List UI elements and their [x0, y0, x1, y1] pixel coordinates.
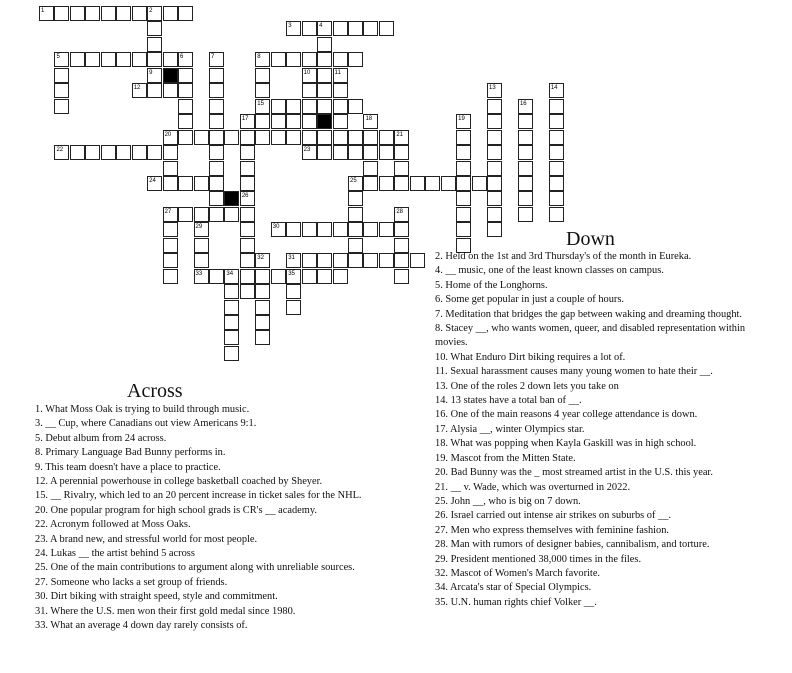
- down-clue: 14. 13 states have a total ban of __.: [435, 395, 582, 407]
- grid-cell[interactable]: [101, 145, 116, 160]
- grid-cell[interactable]: [363, 222, 378, 237]
- grid-cell[interactable]: [54, 83, 69, 98]
- black-square: [163, 68, 178, 83]
- grid-cell[interactable]: [379, 222, 394, 237]
- grid-cell[interactable]: [333, 253, 348, 268]
- down-clue: 29. President mentioned 38,000 times in the files.: [435, 553, 642, 565]
- grid-cell[interactable]: [163, 145, 178, 160]
- clue-number: 2: [149, 8, 153, 14]
- grid-cell[interactable]: [286, 222, 301, 237]
- grid-cell[interactable]: [317, 253, 332, 268]
- grid-cell[interactable]: [549, 130, 564, 145]
- grid-cell[interactable]: [240, 207, 255, 222]
- down-clue: 26. Israel carried out intense air strikes on suburbs of __.: [435, 510, 672, 522]
- black-square: [224, 191, 239, 206]
- grid-cell[interactable]: [209, 207, 224, 222]
- across-clue: 25. One of the main contributions to argument along with unreliable sources.: [35, 562, 355, 574]
- grid-cell[interactable]: [518, 176, 533, 191]
- down-clue: 5. Home of the Longhorns.: [435, 279, 548, 291]
- grid-cell[interactable]: [209, 114, 224, 129]
- grid-cell[interactable]: [271, 114, 286, 129]
- grid-cell[interactable]: [209, 145, 224, 160]
- grid-cell[interactable]: [224, 284, 239, 299]
- grid-cell[interactable]: [487, 191, 502, 206]
- grid-cell[interactable]: [178, 6, 193, 21]
- grid-cell[interactable]: [163, 176, 178, 191]
- clue-number: 33: [195, 270, 203, 277]
- clue-number: 12: [133, 85, 141, 92]
- grid-cell[interactable]: [487, 222, 502, 237]
- grid-cell[interactable]: [302, 269, 317, 284]
- clue-number: 24: [149, 177, 156, 184]
- grid-cell[interactable]: [255, 330, 270, 345]
- grid-cell[interactable]: [240, 130, 255, 145]
- grid-cell[interactable]: [333, 269, 348, 284]
- grid-cell[interactable]: [163, 52, 178, 67]
- grid-cell[interactable]: [379, 145, 394, 160]
- grid-cell[interactable]: [240, 222, 255, 237]
- down-clue: 35. U.N. human rights chief Volker __.: [435, 596, 597, 608]
- clue-number: 7: [210, 54, 215, 61]
- grid-cell[interactable]: [132, 145, 147, 160]
- grid-cell[interactable]: [487, 207, 502, 222]
- grid-cell[interactable]: [255, 68, 270, 83]
- grid-cell[interactable]: [518, 161, 533, 176]
- grid-cell[interactable]: [70, 6, 85, 21]
- across-heading: Across: [127, 380, 183, 402]
- grid-cell[interactable]: [348, 207, 363, 222]
- grid-cell[interactable]: [163, 253, 178, 268]
- grid-cell[interactable]: [132, 6, 147, 21]
- grid-cell[interactable]: [317, 222, 332, 237]
- grid-cell[interactable]: [518, 130, 533, 145]
- grid-cell[interactable]: [286, 130, 301, 145]
- clue-number: 3: [288, 23, 292, 30]
- grid-cell[interactable]: [302, 83, 317, 98]
- grid-cell[interactable]: [209, 191, 224, 206]
- grid-cell[interactable]: [240, 161, 255, 176]
- grid-cell[interactable]: [163, 269, 178, 284]
- down-clue: 32. Mascot of Women's March favorite.: [435, 567, 601, 579]
- grid-cell[interactable]: [209, 130, 224, 145]
- grid-cell[interactable]: [302, 253, 317, 268]
- grid-cell[interactable]: [363, 161, 378, 176]
- grid-cell[interactable]: [379, 130, 394, 145]
- across-clue: 31. Where the U.S. men won their first gold medal since 1980.: [35, 605, 296, 617]
- clue-number: 34: [226, 270, 234, 277]
- down-clue: 11. Sexual harassment causes many young women to hate their __.: [435, 366, 713, 378]
- grid-cell[interactable]: [240, 238, 255, 253]
- grid-cell[interactable]: [317, 145, 332, 160]
- grid-cell[interactable]: [194, 207, 209, 222]
- grid-cell[interactable]: [518, 207, 533, 222]
- grid-cell[interactable]: [286, 284, 301, 299]
- grid-cell[interactable]: [348, 253, 363, 268]
- down-clue: 16. One of the main reasons 4 year college attendance is down.: [435, 409, 698, 421]
- grid-cell[interactable]: [116, 145, 131, 160]
- grid-cell[interactable]: [487, 176, 502, 191]
- grid-cell[interactable]: [54, 68, 69, 83]
- grid-cell[interactable]: [456, 207, 471, 222]
- grid-cell[interactable]: [487, 145, 502, 160]
- clue-number: 8: [257, 54, 261, 61]
- clue-number: 15: [257, 100, 264, 107]
- down-clue: 28. Man with rumors of designer babies, cannibalism, and torture.: [435, 539, 710, 551]
- grid-cell[interactable]: [240, 284, 255, 299]
- grid-cell[interactable]: [363, 21, 378, 36]
- grid-cell[interactable]: [178, 114, 193, 129]
- grid-cell[interactable]: [333, 83, 348, 98]
- clue-number: 14: [550, 85, 558, 92]
- across-clue: 30. Dirt biking with straight speed, style and commitment.: [35, 591, 278, 603]
- grid-cell[interactable]: [348, 130, 363, 145]
- grid-cell[interactable]: [518, 145, 533, 160]
- across-clue: 1. What Moss Oak is trying to build through music.: [35, 404, 250, 415]
- grid-cell[interactable]: [255, 284, 270, 299]
- across-clue: 5. Debut album from 24 across.: [35, 432, 167, 444]
- clue-number: 9: [149, 69, 153, 76]
- grid-cell[interactable]: [487, 161, 502, 176]
- grid-cell[interactable]: [456, 130, 471, 145]
- grid-cell[interactable]: [333, 21, 348, 36]
- grid-cell[interactable]: [85, 145, 100, 160]
- down-heading: Down: [566, 228, 615, 250]
- grid-cell[interactable]: [549, 145, 564, 160]
- grid-cell[interactable]: [518, 114, 533, 129]
- grid-cell[interactable]: [224, 207, 239, 222]
- down-clue-list: [435, 250, 775, 610]
- clue-number: 28: [396, 208, 404, 215]
- grid-cell[interactable]: [101, 52, 116, 67]
- clue-number: 22: [56, 147, 64, 154]
- grid-cell[interactable]: [394, 222, 409, 237]
- grid-cell[interactable]: [116, 6, 131, 21]
- grid-cell[interactable]: [302, 21, 317, 36]
- down-clue: 4. __ music, one of the least known classes on campus.: [435, 265, 664, 277]
- clue-number: 29: [195, 224, 203, 231]
- grid-cell[interactable]: [549, 161, 564, 176]
- grid-cell[interactable]: [302, 130, 317, 145]
- across-clue: 8. Primary Language Bad Bunny performs in.: [35, 447, 226, 459]
- grid-cell[interactable]: [348, 99, 363, 114]
- grid-cell[interactable]: [178, 99, 193, 114]
- grid-cell[interactable]: [333, 222, 348, 237]
- grid-cell[interactable]: [549, 191, 564, 206]
- grid-cell[interactable]: [487, 99, 502, 114]
- down-clue: 6. Some get popular in just a couple of hours.: [435, 294, 625, 306]
- grid-cell[interactable]: [302, 52, 317, 67]
- grid-cell[interactable]: [271, 99, 286, 114]
- grid-cell[interactable]: [116, 52, 131, 67]
- grid-cell[interactable]: [224, 300, 239, 315]
- grid-cell[interactable]: [224, 330, 239, 345]
- grid-cell[interactable]: [163, 83, 178, 98]
- grid-cell[interactable]: [317, 130, 332, 145]
- across-clue-list: [35, 403, 435, 634]
- grid-cell[interactable]: [54, 6, 69, 21]
- grid-cell[interactable]: [394, 176, 409, 191]
- clue-number: 25: [350, 177, 357, 184]
- grid-cell[interactable]: [209, 161, 224, 176]
- clue-number: 11: [334, 69, 341, 76]
- grid-cell[interactable]: [178, 83, 193, 98]
- grid-cell[interactable]: [194, 253, 209, 268]
- grid-cell[interactable]: [132, 52, 147, 67]
- clue-number: 6: [180, 54, 184, 61]
- grid-cell[interactable]: [163, 222, 178, 237]
- grid-cell[interactable]: [54, 99, 69, 114]
- grid-cell[interactable]: [286, 52, 301, 67]
- grid-cell[interactable]: [348, 222, 363, 237]
- grid-cell[interactable]: [333, 99, 348, 114]
- clue-number: 5: [56, 54, 60, 61]
- black-square: [317, 114, 332, 129]
- across-clue: 33. What an average 4 down day rarely consists of.: [35, 620, 248, 632]
- clue-number: 13: [489, 85, 496, 92]
- clue-number: 27: [164, 208, 172, 215]
- grid-cell[interactable]: [472, 176, 487, 191]
- down-clue: 18. What was popping when Kayla Gaskill was in high school.: [435, 438, 697, 450]
- grid-cell[interactable]: [286, 99, 301, 114]
- across-clue: 3. __ Cup, where Canadians out view Americans 9:1.: [35, 418, 257, 430]
- grid-cell[interactable]: [333, 130, 348, 145]
- grid-cell[interactable]: [363, 130, 378, 145]
- across-clue: 27. Someone who lacks a set group of friends.: [35, 576, 228, 588]
- grid-cell[interactable]: [549, 207, 564, 222]
- down-clue: 17. Alysia __, winter Olympics star.: [435, 423, 585, 435]
- grid-cell[interactable]: [348, 238, 363, 253]
- grid-cell[interactable]: [348, 21, 363, 36]
- grid-cell[interactable]: [271, 52, 286, 67]
- grid-cell[interactable]: [209, 99, 224, 114]
- grid-cell[interactable]: [333, 145, 348, 160]
- grid-cell[interactable]: [255, 300, 270, 315]
- down-clue: 25. John __, who is big on 7 down.: [435, 495, 581, 507]
- down-clue: 27. Men who express themselves with feminine fashion.: [435, 524, 670, 536]
- grid-cell[interactable]: [240, 145, 255, 160]
- grid-cell[interactable]: [271, 130, 286, 145]
- grid-cell[interactable]: [85, 52, 100, 67]
- grid-cell[interactable]: [147, 21, 162, 36]
- grid-cell[interactable]: [348, 52, 363, 67]
- grid-cell[interactable]: [255, 315, 270, 330]
- clue-number: 35: [288, 270, 295, 277]
- clue-number: 17: [241, 116, 249, 123]
- grid-cell[interactable]: [178, 130, 193, 145]
- down-clue: 20. Bad Bunny was the _ most streamed artist in the U.S. this year.: [435, 467, 713, 479]
- grid-cell[interactable]: [487, 130, 502, 145]
- grid-cell[interactable]: [224, 315, 239, 330]
- grid-cell[interactable]: [147, 83, 162, 98]
- grid-cell[interactable]: [70, 52, 85, 67]
- grid-cell[interactable]: [209, 269, 224, 284]
- grid-cell[interactable]: [425, 176, 440, 191]
- down-clue: 7. Meditation that bridges the gap between waking and dreaming thought.: [435, 308, 743, 320]
- grid-cell[interactable]: [379, 176, 394, 191]
- clue-number: 10: [303, 69, 311, 76]
- grid-cell[interactable]: [333, 52, 348, 67]
- grid-cell[interactable]: [302, 99, 317, 114]
- grid-cell[interactable]: [379, 21, 394, 36]
- grid-cell[interactable]: [286, 114, 301, 129]
- grid-cell[interactable]: [240, 269, 255, 284]
- grid-cell[interactable]: [363, 253, 378, 268]
- grid-cell[interactable]: [363, 145, 378, 160]
- clue-number: 4: [319, 23, 323, 30]
- grid-cell[interactable]: [317, 99, 332, 114]
- clue-number: 31: [288, 255, 295, 262]
- grid-cell[interactable]: [363, 176, 378, 191]
- down-clue: 8. Stacey __, who wants women, queer, and disabled representation within movies.: [435, 323, 746, 349]
- grid-cell[interactable]: [518, 191, 533, 206]
- clue-number: 32: [257, 255, 264, 262]
- grid-cell[interactable]: [255, 130, 270, 145]
- grid-cell[interactable]: [209, 83, 224, 98]
- grid-cell[interactable]: [85, 6, 100, 21]
- grid-cell[interactable]: [240, 176, 255, 191]
- grid-cell[interactable]: [441, 176, 456, 191]
- grid-cell[interactable]: [194, 238, 209, 253]
- grid-cell[interactable]: [456, 222, 471, 237]
- clue-number: 21: [396, 131, 404, 138]
- grid-cell[interactable]: [348, 191, 363, 206]
- clue-number: 20: [164, 131, 172, 138]
- grid-cell[interactable]: [147, 145, 162, 160]
- grid-cell[interactable]: [101, 6, 116, 21]
- grid-cell[interactable]: [317, 52, 332, 67]
- across-clue: 24. Lukas __ the artist behind 5 across: [35, 548, 195, 560]
- clue-number: 23: [303, 147, 311, 154]
- grid-cell[interactable]: [410, 176, 425, 191]
- grid-cell[interactable]: [456, 176, 471, 191]
- grid-cell[interactable]: [209, 176, 224, 191]
- grid-cell[interactable]: [224, 130, 239, 145]
- grid-cell[interactable]: [255, 114, 270, 129]
- grid-cell[interactable]: [456, 145, 471, 160]
- grid-cell[interactable]: [317, 83, 332, 98]
- grid-cell[interactable]: [549, 114, 564, 129]
- grid-cell[interactable]: [163, 6, 178, 21]
- grid-cell[interactable]: [302, 114, 317, 129]
- clue-number: 1: [41, 8, 45, 14]
- down-clue: 34. Arcata's star of Special Olympics.: [435, 582, 592, 594]
- clue-number: 30: [272, 224, 280, 231]
- grid-cell[interactable]: [549, 99, 564, 114]
- grid-cell[interactable]: [317, 68, 332, 83]
- grid-cell[interactable]: [178, 207, 193, 222]
- grid-cell[interactable]: [163, 238, 178, 253]
- clue-number: 26: [241, 193, 249, 200]
- across-clue: 20. One popular program for high school grads is CR's __ academy.: [35, 504, 317, 516]
- grid-cell[interactable]: [456, 191, 471, 206]
- clue-number: 19: [458, 116, 465, 123]
- across-clue: 22. Acronym followed at Moss Oaks.: [35, 519, 191, 531]
- grid-cell[interactable]: [178, 68, 193, 83]
- grid-cell[interactable]: [255, 269, 270, 284]
- grid-cell[interactable]: [333, 114, 348, 129]
- clue-number: 16: [519, 100, 527, 107]
- down-clue: 21. __ v. Wade, which was overturned in 2022.: [435, 481, 631, 493]
- grid-cell[interactable]: [394, 238, 409, 253]
- grid-cell[interactable]: [302, 222, 317, 237]
- grid-cell[interactable]: [394, 269, 409, 284]
- grid-cell[interactable]: [410, 253, 425, 268]
- grid-cell[interactable]: [240, 253, 255, 268]
- grid-cell[interactable]: [178, 176, 193, 191]
- grid-cell[interactable]: [549, 176, 564, 191]
- grid-cell[interactable]: [317, 37, 332, 52]
- grid-cell[interactable]: [394, 161, 409, 176]
- across-clue: 23. A brand new, and stressful world for most people.: [35, 533, 258, 545]
- down-clue: 13. One of the roles 2 down lets you take on: [435, 380, 619, 392]
- across-clue: 12. A perennial powerhouse in college basketball coached by Sheyer.: [35, 476, 323, 488]
- across-clue: 9. This team doesn't have a place to practice.: [35, 461, 221, 473]
- down-clue: 2. Held on the 1st and 3rd Thursday's of the month in Eureka.: [435, 251, 692, 262]
- grid-cell[interactable]: [209, 68, 224, 83]
- grid-cell[interactable]: [147, 52, 162, 67]
- grid-cell[interactable]: [487, 114, 502, 129]
- grid-cell[interactable]: [394, 145, 409, 160]
- grid-cell[interactable]: [456, 161, 471, 176]
- down-clue: 10. What Enduro Dirt biking requires a lot of.: [435, 351, 626, 363]
- grid-cell[interactable]: [255, 83, 270, 98]
- grid-cell[interactable]: [147, 37, 162, 52]
- grid-cell[interactable]: [163, 161, 178, 176]
- grid-cell[interactable]: [271, 269, 286, 284]
- grid-cell[interactable]: [317, 269, 332, 284]
- down-clue: 19. Mascot from the Mitten State.: [435, 452, 576, 464]
- grid-cell[interactable]: [348, 145, 363, 160]
- grid-cell[interactable]: [379, 253, 394, 268]
- grid-cell[interactable]: [194, 176, 209, 191]
- clue-number: 18: [365, 116, 373, 123]
- grid-cell[interactable]: [394, 253, 409, 268]
- across-clue: 15. __ Rivalry, which led to an 20 percent increase in ticket sales for the NHL.: [35, 490, 362, 502]
- grid-cell[interactable]: [194, 130, 209, 145]
- grid-cell[interactable]: [224, 346, 239, 361]
- grid-cell[interactable]: [286, 300, 301, 315]
- grid-cell[interactable]: [70, 145, 85, 160]
